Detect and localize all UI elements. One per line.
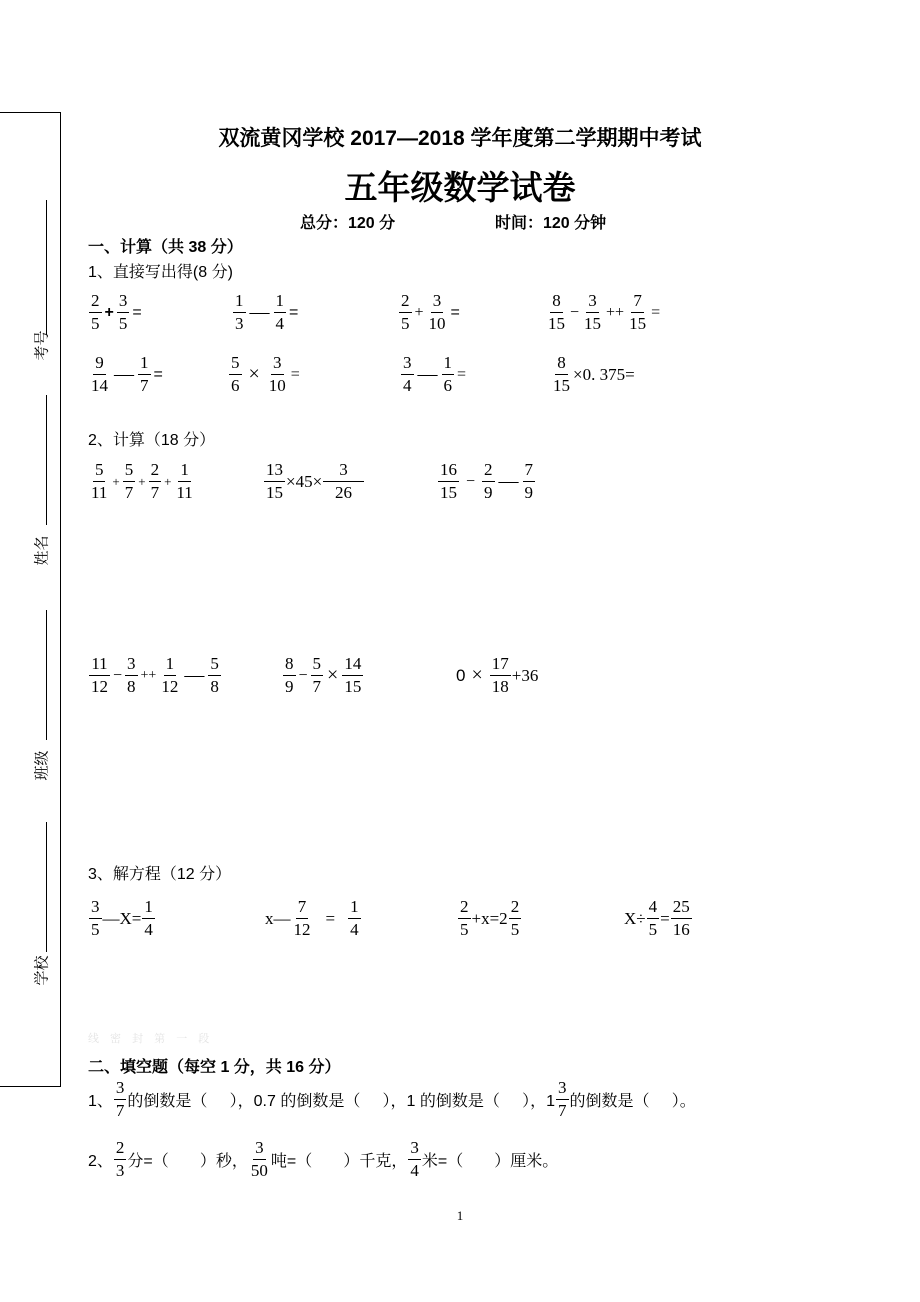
q3-item-d: X÷ $\frac{4}{5}$ = $\frac{25}{16}$ [624, 897, 690, 939]
total-score: 总分：120 分 [300, 215, 396, 232]
s2-q2-number: 2、 [88, 1153, 113, 1170]
q2-row1-item-b: $\frac{13}{15}$ ×45× $\frac{3}{26}$ [263, 459, 365, 504]
side-label-kaohao: 考号 [33, 330, 51, 361]
fill-line-kaohao [46, 200, 47, 335]
binding-bottom-line [0, 1086, 61, 1087]
q1-row1-item-c: $\frac{2}{5}$ + $\frac{3}{10}$ = [401, 291, 460, 333]
q1-row1-item-a: $\frac{2}{5}$ + $\frac{3}{5}$ = [91, 291, 142, 333]
s2-q2-text1: 分=（ ）秒， [127, 1153, 248, 1170]
s2-q1-text2: 的倒数是（ ）。 [569, 1093, 696, 1110]
section2-title: 二、填空题（每空 1 分，共 16 分） [88, 1059, 341, 1076]
binding-border-line [60, 112, 61, 1087]
fill-line-xuexiao [46, 822, 47, 952]
q2-row2-item-b: $\frac{8}{9}$ − $\frac{5}{7}$ × $\frac{14}{15}$ [285, 654, 362, 696]
faint-seal-text: 线 密 封 第 一 段 [88, 1033, 214, 1045]
exam-title: 五年级数学试卷 [344, 171, 576, 207]
q3-item-c: $\frac{2}{5}$ +x=2 $\frac{2}{5}$ [460, 897, 520, 939]
side-label-xuexiao: 学校 [33, 955, 51, 986]
fill-line-banji [46, 610, 47, 740]
s2-q2-text3: 米=（ ）厘米。 [421, 1153, 559, 1170]
s2-q1-number: 1、 [88, 1093, 113, 1110]
q1-row1-item-d: $\frac{8}{15}$ − $\frac{3}{15}$ ++ $\frac{7}{15}$ = [548, 291, 661, 333]
school-title: 双流黄冈学校 2017—2018 学年度第二学期期中考试 [218, 127, 702, 150]
q3-title: 3、解方程（12 分） [88, 866, 232, 883]
binding-top-line [0, 112, 61, 113]
q3-item-a: $\frac{3}{5}$ —X= $\frac{1}{4}$ [91, 897, 153, 939]
q1-row2-item-d: $\frac{8}{15}$ ×0. 375= [553, 353, 635, 395]
s2-q1: 1、 $\frac{3}{7}$ 的倒数是（ ），0.7 的倒数是（ ），1 的倒数是（ ），1 $\frac{3}{7}$ 的倒数是（ ）。 [88, 1078, 696, 1120]
s2-q2: 2、 $\frac{2}{3}$ 分=（ ）秒， $\frac{3}{50}$ 吨=（ ）千克， $\frac{3}{4}$ 米=（ ）厘米。 [88, 1138, 559, 1180]
q2-title: 2、计算（18 分） [88, 432, 216, 449]
exam-time: 时间：120 分钟 [495, 215, 607, 232]
side-label-xingming: 姓名 [33, 535, 51, 566]
s2-q1-text1: 的倒数是（ ），0.7 的倒数是（ ），1 的倒数是（ ），1 [127, 1093, 556, 1110]
side-label-banji: 班级 [33, 750, 51, 781]
q2-row2-item-a: $\frac{11}{12}$ − $\frac{3}{8}$ ++ $\frac{1}{12}$ — $\frac{5}{8}$ [91, 654, 219, 696]
q2-row2-item-c: 0 × $\frac{17}{18}$ +36 [456, 654, 539, 696]
q1-row1-item-b: $\frac{1}{3}$ — $\frac{1}{4}$ = [235, 291, 299, 333]
q2-row1-item-c: $\frac{16}{15}$ − $\frac{2}{9}$ — $\frac{7}{9}$ [440, 460, 534, 502]
q2-row1-item-a: $\frac{5}{11}$ + $\frac{5}{7}$ + $\frac{2}{7}$ + $\frac{1}{11}$ [91, 460, 193, 502]
q1-row2-item-b: $\frac{5}{6}$ × $\frac{3}{10}$ = [231, 353, 300, 395]
q1-row2-item-c: $\frac{3}{4}$ — $\frac{1}{6}$ = [403, 353, 467, 395]
page-number: 1 [456, 1208, 464, 1223]
q1-row2-item-a: $\frac{9}{14}$ — $\frac{1}{7}$ = [91, 353, 163, 395]
s2-q2-text2: 吨=（ ）千克， [270, 1153, 408, 1170]
q1-title: 1、直接写出得(8 分) [88, 264, 233, 281]
fill-line-xingming [46, 395, 47, 525]
section1-title: 一、计算（共 38 分） [88, 239, 243, 256]
q3-item-b: x— $\frac{7}{12}$ = $\frac{1}{4}$ [265, 897, 359, 939]
